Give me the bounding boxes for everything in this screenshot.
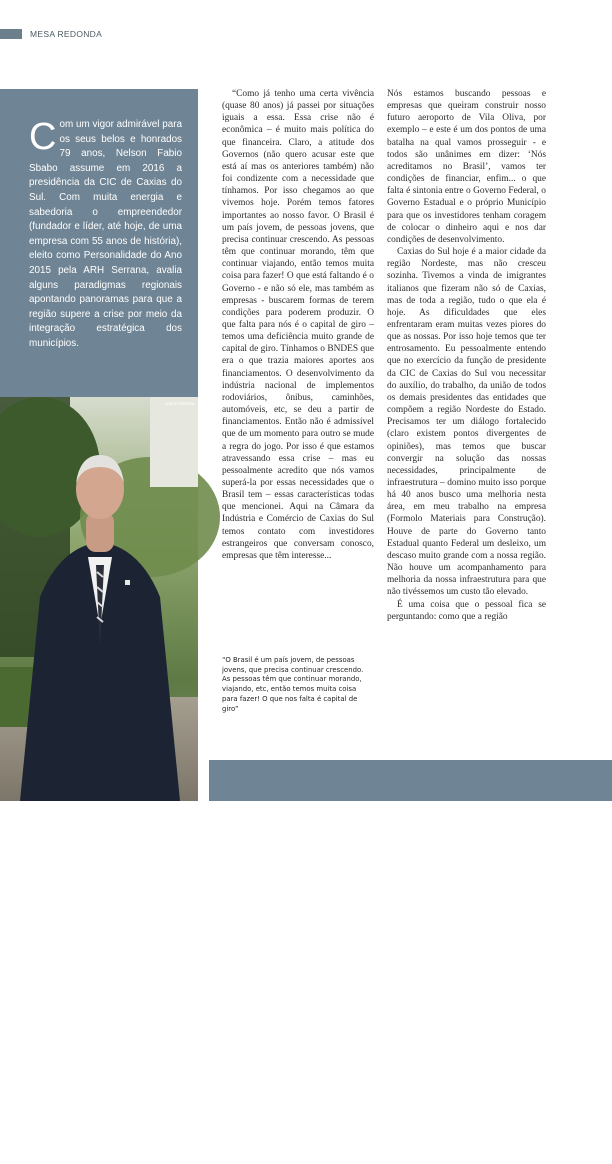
- portrait-photo: [0, 397, 198, 1164]
- intro-box: [0, 89, 198, 397]
- portrait-image: [0, 397, 198, 801]
- paragraph: Caxias do Sul hoje é a maior cidade da região Nordeste, mas não cresceu sozinha. Tivemos a vinda de imigrantes italianos que fizeram não só de Caxias, mas de toda a região, tudo o que ela é hoje. As dificuldades que eles enfrentaram eram muitas vezes piores do que as nossas. Por isso hoje temos que ter entrosamento. Eu pessoalmente entendo que no exercício da função de presidente da CIC de Caxias do Sul vou necessitar do auxílio, do trabalho, da união de todos os demais presidentes das entidades que compõem a região Nordeste do Estado. Precisamos ter um diálogo fortalecido (claro existem pontos divergentes de opiniões), mas temos que buscar convergir na solução das nossas necessidades, principalmente de infraestrutura – domino muito isso porque há 40 anos busco uma melhoria nesta área, em meu trabalho na empresa (Formolo Materiais para Construção). Houve de parte do Governo tanto Estadual quanto Federal um desleixo, um descaso muito grande com a nossa região. Não houve um acompanhamento para melhoria da nossa infraestrutura para que não tivéssemos um custo tão elevado.: [387, 247, 546, 598]
- article-column-1: [222, 88, 374, 562]
- section-marker: [0, 29, 22, 39]
- footer-band: [209, 760, 612, 801]
- section-label: MESA REDONDA: [30, 29, 103, 39]
- paragraph: “Como já tenho uma certa vivência (quase 80 anos) já passei por situações iguais a essa. Essa crise não é econômica – é muito mais política do que financeira. Claro, a atitude dos Governos (não quero acusar este que está aí mas os anteriores também) não foi condizente com a necessidade que tínhamos. Por isso chegamos ao que vivemos hoje. Porém temos fatores importantes ao nosso favor. O Brasil é um país jovem, de pessoas jovens, que precisa continuar crescendo. As pessoas têm que continuar morando, têm que continuar viajando, então temos muita coisa para fazer! O que está faltando é o Governo - e não só ele, mas também as empresas - buscarem formas de terem condições para poderem produzir. O que falta para nós é o capital de giro – temos uma deficiência muito grande de capital de giro. Tínhamos o BNDES que era o que trazia maiores aportes aos financiamentos. O desenvolvimento da indústria nacional de implementos rodoviários, ônibus, caminhões, automóveis, etc, se deu a partir de financiamentos. Então não é admissível que de um momento para outro se mude a regra do jogo. Por isso é que estamos atravessando essa crise – mas eu pessoalmente acredito que nós vamos superá-la por essas necessidades que o Brasil tem – essas características todas que mencionei. Aqui na Câmara da Indústria e Comércio de Caxias do Sul temos contato com investidores estrangeiros que conversam conosco, empresas que têm interesse...: [222, 89, 374, 561]
- paragraph: É uma coisa que o pessoal fica se perguntando: como que a região: [387, 599, 546, 622]
- magazine-name: NQI: [40, 1155, 55, 1164]
- page-folio: [28, 1155, 55, 1164]
- pull-quote: “O Brasil é um país jovem, de pessoas jovens, que precisa continuar crescendo. As pessoas têm que continuar morando, viajando, etc, então temos muita coisa para fazer! O que nos falta é capital de giro”: [222, 656, 364, 713]
- intro-body: om um vigor admirável para os seus belos e honrados 79 anos, Nelson Fabio Sbabo assume em 2016 a presidência da CIC de Caxias do Sul. Com muita energia e sabedoria o empreendedor (fundador e líder, até hoje, de uma empresa com 55 anos de história), eleito como Personalidade do Ano 2015 pela ARH Serrana, avalia alguns paradigmas regionais apontando panoramas para que a região supere a crise por meio da integração estratégica dos municípios.: [29, 119, 182, 349]
- photo-credit: Jobus Ferreira: [164, 401, 194, 406]
- drop-cap: C: [29, 116, 57, 158]
- intro-text: [29, 118, 182, 352]
- page-number: 8: [28, 1155, 33, 1164]
- paragraph: Nós estamos buscando pessoas e empresas que queiram construir nosso futuro aeroporto de Vila Oliva, por exemplo – e este é um dos pontos de uma batalha na qual vamos prosseguir - e todos são unânimes em dizer: ‘Nós acreditamos no Brasil’, vamos ter condições de financiar, enfim... o que falta é sintonia entre o Governo Federal, o Governo Estadual e o próprio Município para que os investidores tenham coragem de colocar o dinheiro aqui e nos dar condições de desenvolvimento.: [387, 89, 546, 245]
- folio-separator: |: [35, 1155, 38, 1164]
- article-column-2: [387, 88, 546, 623]
